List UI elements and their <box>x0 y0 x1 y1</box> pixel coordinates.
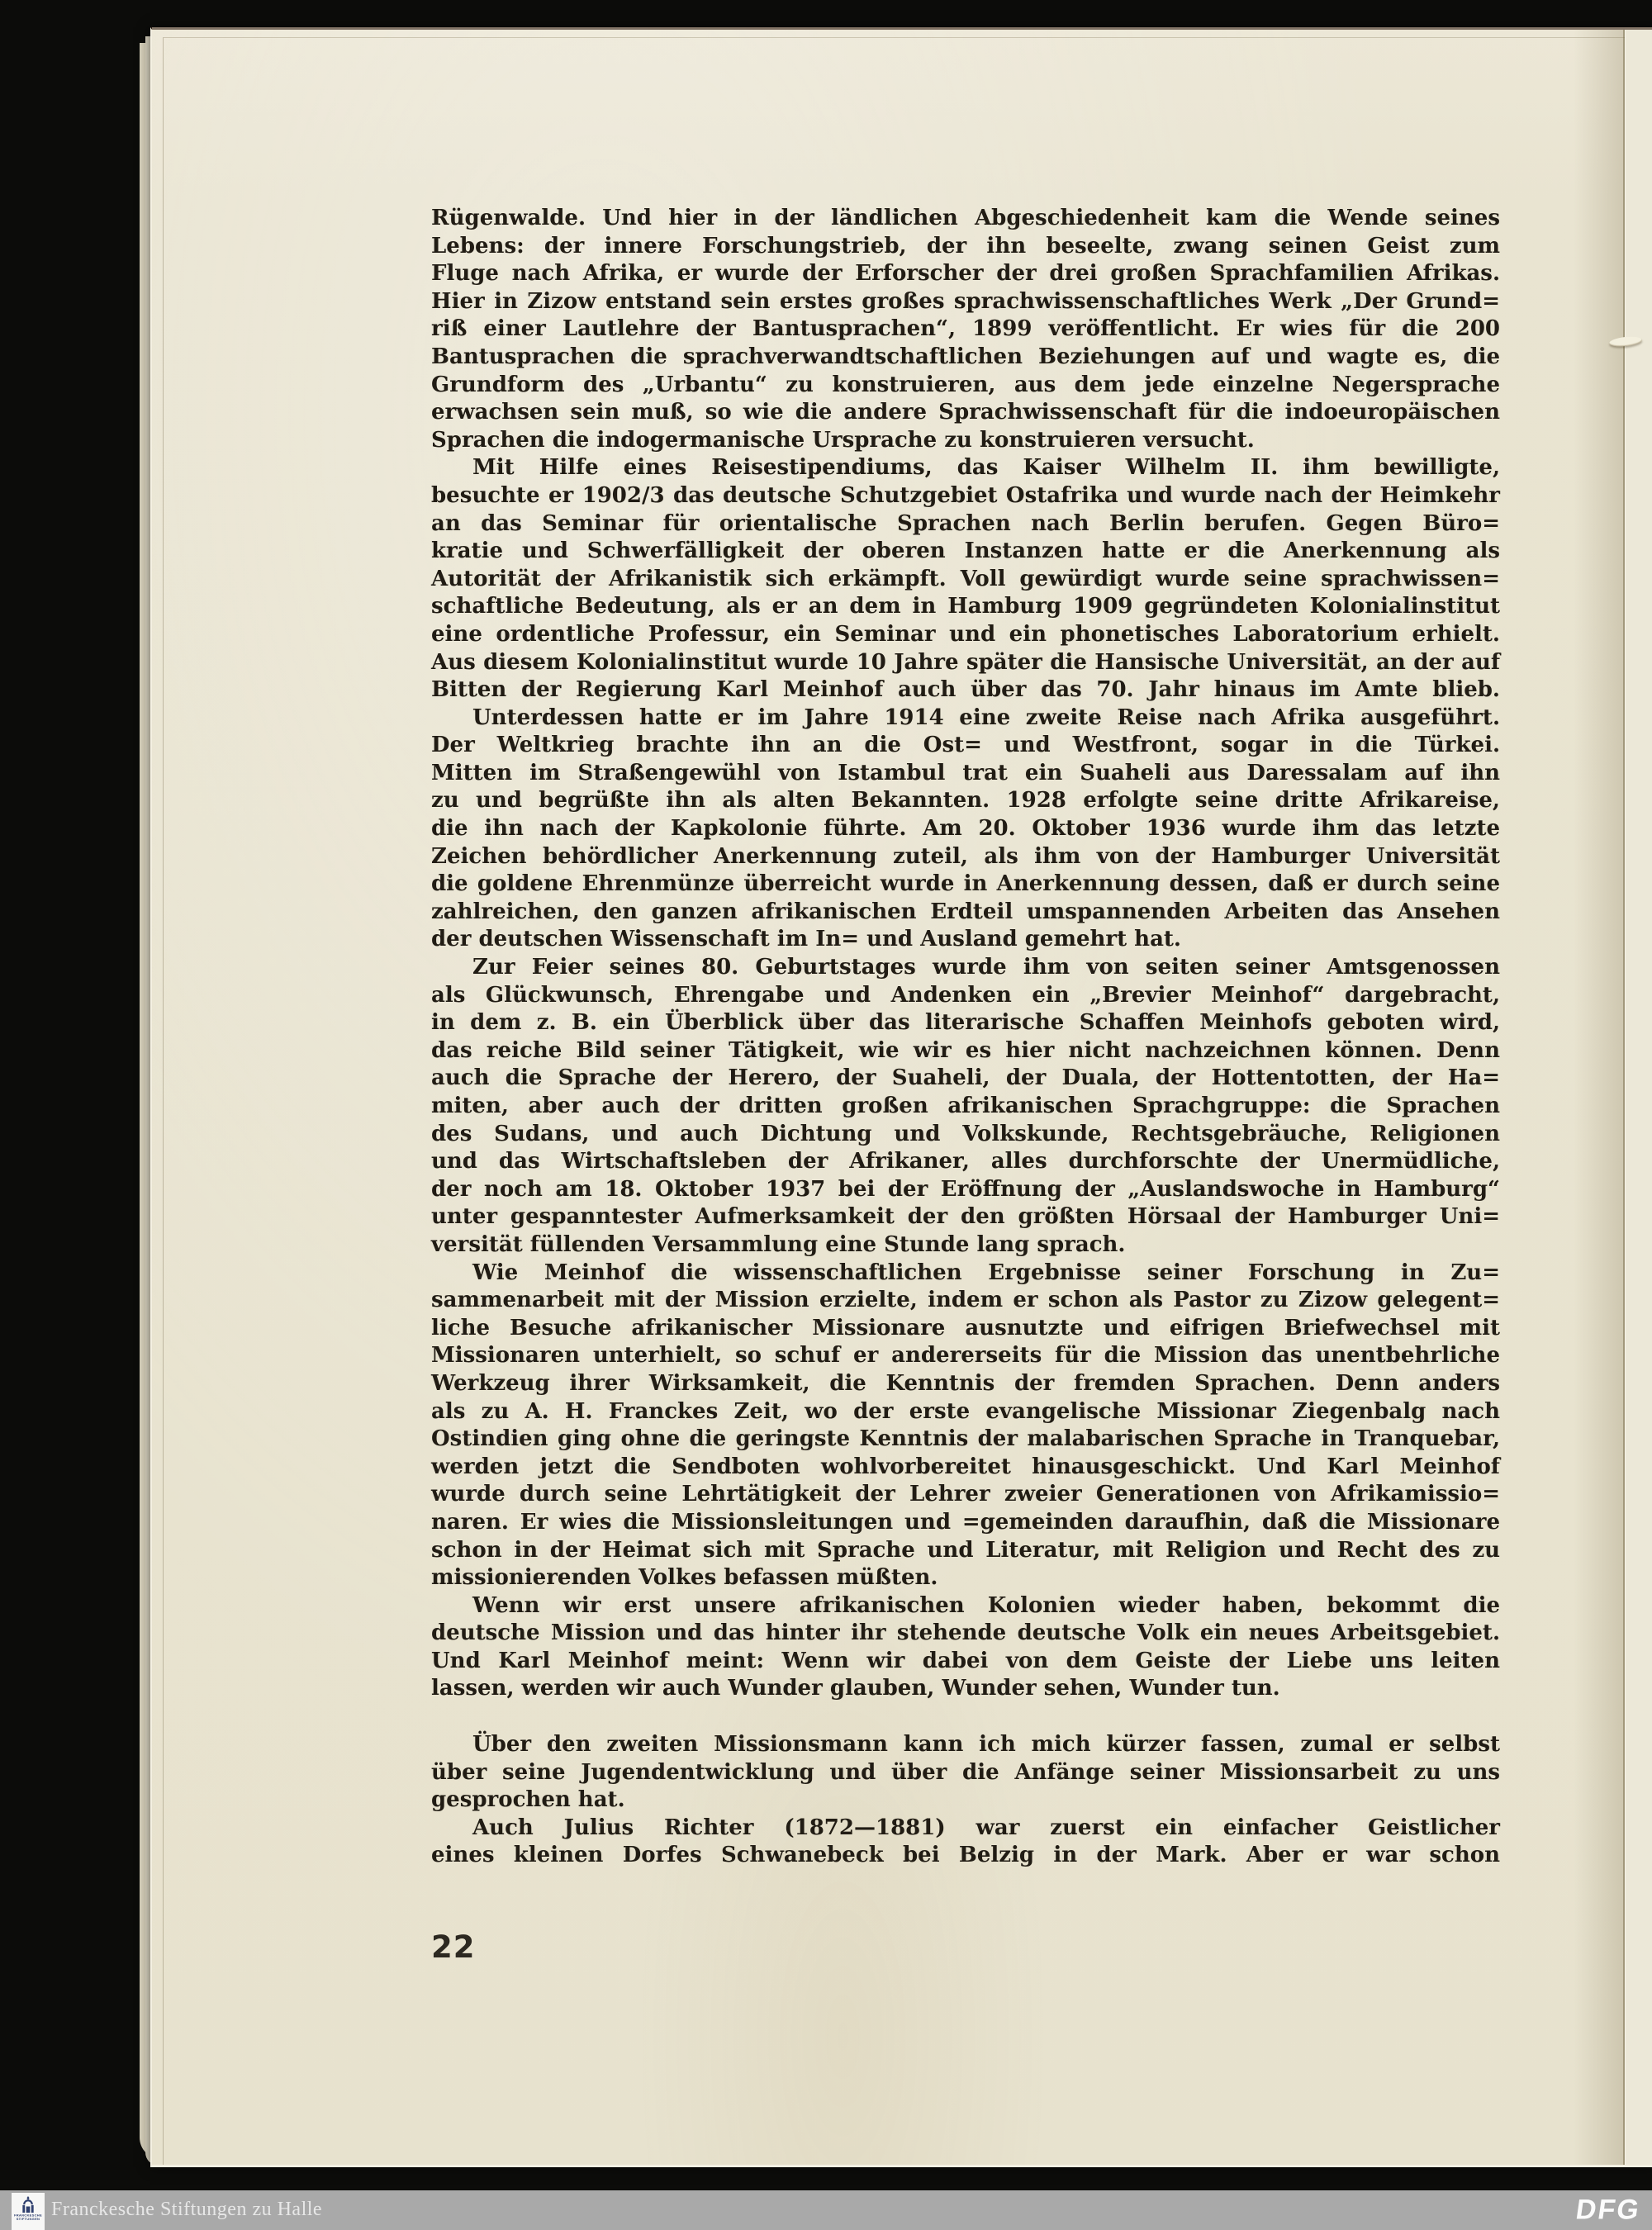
text-line: Lebens: der innere Forschungstrieb, der ihn beseelte, zwang seinen Geist zum <box>431 233 1500 259</box>
text-line: Grundform des „Urbantu“ zu konstruieren, aus dem jede einzelne Negersprache <box>431 372 1500 397</box>
text-line: riß einer Lautlehre der Bantusprachen“, 1899 veröffentlicht. Er wies für die 200 <box>431 316 1500 342</box>
text-line: deutsche Mission und das hinter ihr stehende deutsche Volk ein neues Arbeitsgebiet. <box>431 1620 1500 1646</box>
institution-label: Franckesche Stiftungen zu Halle <box>51 2198 323 2220</box>
text-line: missionierenden Volkes befassen müßten. <box>431 1565 938 1591</box>
text-line: gesprochen hat. <box>431 1787 625 1813</box>
logo-caption-line2: STIFTUNGEN <box>16 2217 40 2221</box>
gutter-shadow <box>1574 30 1623 2165</box>
text-line: Mit Hilfe eines Reisestipendiums, das Kaiser Wilhelm II. ihm bewilligte, <box>472 455 1500 481</box>
franckesche-logo <box>12 2193 45 2230</box>
text-line: Unterdessen hatte er im Jahre 1914 eine zweite Reise nach Afrika ausgeführt. <box>472 705 1500 730</box>
paragraph <box>431 1592 1500 1703</box>
text-line: Der Weltkrieg brachte ihn an die Ost= und Westfront, sogar in die Türkei. <box>431 733 1500 758</box>
paragraph <box>431 205 1500 454</box>
paragraph <box>431 1731 1500 1815</box>
text-line: der noch am 18. Oktober 1937 bei der Eröffnung der „Auslandswoche in Hamburg“ <box>431 1176 1500 1202</box>
paragraph <box>431 705 1500 954</box>
text-line: eine ordentliche Professur, ein Seminar und ein phonetisches Laboratorium erhielt. <box>431 621 1500 647</box>
text-line: besuchte er 1902/3 das deutsche Schutzgebiet Ostafrika und wurde nach der Heimkehr <box>431 482 1500 508</box>
paragraph <box>431 1815 1500 1870</box>
dfg-logo: DFG <box>1574 2194 1643 2226</box>
text-line: Autorität der Afrikanistik sich erkämpft. Voll gewürdigt wurde seine sprachwissen= <box>431 566 1500 591</box>
paragraph <box>431 1260 1500 1592</box>
page-text <box>431 205 1500 1870</box>
page-number: 22 <box>431 1929 476 1965</box>
text-line: wurde durch seine Lehrtätigkeit der Lehrer zweier Generationen von Afrikamissio= <box>431 1482 1500 1507</box>
text-line: unter gespanntester Aufmerksamkeit der den größten Hörsaal der Hamburger Uni= <box>431 1204 1500 1230</box>
text-line: erwachsen sein muß, so wie die andere Sprachwissenschaft für die indoeuropäischen <box>431 400 1500 425</box>
text-line: Auch Julius Richter (1872—1881) war zuerst ein einfacher Geistlicher <box>472 1815 1500 1840</box>
text-line: die ihn nach der Kapkolonie führte. Am 20. Oktober 1936 wurde ihm das letzte <box>431 816 1500 842</box>
text-line: Zeichen behördlicher Anerkennung zuteil, als ihm von der Hamburger Universität <box>431 843 1500 869</box>
text-line: des Sudans, und auch Dichtung und Volkskunde, Rechtsgebräuche, Religionen <box>431 1121 1500 1146</box>
text-line: Über den zweiten Missionsmann kann ich mich kürzer fassen, zumal er selbst <box>472 1732 1500 1758</box>
text-line: Wenn wir erst unsere afrikanischen Kolonien wieder haben, bekommt die <box>472 1592 1500 1618</box>
text-line: Rügenwalde. Und hier in der ländlichen Abgeschiedenheit kam die Wende seines <box>431 206 1500 230</box>
franckesche-logo-caption <box>14 2213 42 2221</box>
text-line: Wie Meinhof die wissenschaftlichen Ergebnisse seiner Forschung in Zu= <box>472 1260 1500 1285</box>
text-line: die goldene Ehrenmünze überreicht wurde in Anerkennung dessen, daß er durch seine <box>431 871 1500 897</box>
text-line: lassen, werden wir auch Wunder glauben, Wunder sehen, Wunder tun. <box>431 1676 1280 1701</box>
text-line: Hier in Zizow entstand sein erstes großes sprachwissenschaftliches Werk „Der Grund= <box>431 288 1500 314</box>
text-line: sammenarbeit mit der Mission erzielte, indem er schon als Pastor zu Zizow gelegent= <box>431 1288 1500 1313</box>
text-line: zu und begrüßte ihn als alten Bekannten. 1928 erfolgte seine dritte Afrikareise, <box>431 788 1500 814</box>
paragraph <box>431 454 1500 704</box>
text-line: Missionaren unterhielt, so schuf er andererseits für die Mission das unentbehrliche <box>431 1343 1500 1369</box>
text-line: als zu A. H. Franckes Zeit, wo der erste evangelische Missionar Ziegenbalg nach <box>431 1398 1500 1424</box>
text-line: versität füllenden Versammlung eine Stunde lang sprach. <box>431 1231 1126 1257</box>
text-line: schon in der Heimat sich mit Sprache und Literatur, mit Religion und Recht des zu <box>431 1537 1500 1563</box>
text-line: Und Karl Meinhof meint: Wenn wir dabei von dem Geiste der Liebe uns leiten <box>431 1648 1500 1673</box>
text-line: auch die Sprache der Herero, der Suaheli, der Duala, der Hottentotten, der Ha= <box>431 1065 1500 1091</box>
text-line: Werkzeug ihrer Wirksamkeit, die Kenntnis der fremden Sprachen. Denn anders <box>431 1370 1500 1396</box>
text-line: zahlreichen, den ganzen afrikanischen Erdteil umspannenden Arbeiten das Ansehen <box>431 899 1500 924</box>
text-line: Zur Feier seines 80. Geburtstages wurde ihm von seiten seiner Amtsgenossen <box>472 955 1500 980</box>
logo-caption-line1: FRANCKESCHE <box>14 2213 42 2218</box>
text-line: Bantusprachen die sprachverwandtschaftlichen Beziehungen auf und wagte es, die <box>431 344 1500 369</box>
facing-page-sliver <box>1625 30 1652 2165</box>
text-line: über seine Jugendentwicklung und über die Anfänge seiner Missionsarbeit zu uns <box>431 1759 1500 1785</box>
scanned-book-page <box>150 27 1652 2167</box>
text-line: Fluge nach Afrika, er wurde der Erforscher der drei großen Sprachfamilien Afrikas. <box>431 261 1500 287</box>
paragraph <box>431 954 1500 1260</box>
text-line: das reiche Bild seiner Tätigkeit, wie wir es hier nicht nachzeichnen können. Denn <box>431 1037 1500 1063</box>
text-line: schaftliche Bedeutung, als er an dem in Hamburg 1909 gegründeten Kolonialinstitut <box>431 594 1500 619</box>
franckesche-emblem-icon <box>20 2195 36 2213</box>
text-line: Ostindien ging ohne die geringste Kenntnis der malabarischen Sprache in Tranquebar, <box>431 1426 1500 1452</box>
viewer-footer-bar <box>0 2190 1652 2230</box>
text-line: Sprachen die indogermanische Ursprache zu konstruieren versucht. <box>431 427 1255 453</box>
text-line: als Glückwunsch, Ehrengabe und Andenken ein „Brevier Meinhof“ dargebracht, <box>431 982 1500 1008</box>
text-line: in dem z. B. ein Überblick über das literarische Schaffen Meinhofs geboten wird, <box>431 1010 1500 1036</box>
text-line: und das Wirtschaftsleben der Afrikaner, alles durchforschte der Unermüdliche, <box>431 1149 1500 1174</box>
text-line: liche Besuche afrikanischer Missionare ausnutzte und eifrigen Briefwechsel mit <box>431 1315 1500 1340</box>
text-line: werden jetzt die Sendboten wohlvorbereitet hinausgeschickt. Und Karl Meinhof <box>431 1454 1500 1479</box>
text-line: kratie und Schwerfälligkeit der oberen Instanzen hatte er die Anerkennung als <box>431 539 1500 564</box>
text-line: Aus diesem Kolonialinstitut wurde 10 Jahre später die Hansische Universität, an der auf <box>431 649 1500 675</box>
text-line: Mitten im Straßengewühl von Istambul trat ein Suaheli aus Daressalam auf ihn <box>431 760 1500 785</box>
text-line: an das Seminar für orientalische Sprachen nach Berlin berufen. Gegen Büro= <box>431 510 1500 536</box>
text-line: naren. Er wies die Missionsleitungen und =gemeinden daraufhin, daß die Missionare <box>431 1509 1500 1535</box>
text-line: miten, aber auch der dritten großen afrikanischen Sprachgruppe: die Sprachen <box>431 1094 1500 1118</box>
text-line: Bitten der Regierung Karl Meinhof auch über das 70. Jahr hinaus im Amte blieb. <box>431 677 1500 703</box>
text-line: der deutschen Wissenschaft im In= und Ausland gemehrt hat. <box>431 927 1181 952</box>
text-line: eines kleinen Dorfes Schwanebeck bei Belzig in der Mark. Aber er war schon <box>431 1843 1500 1868</box>
